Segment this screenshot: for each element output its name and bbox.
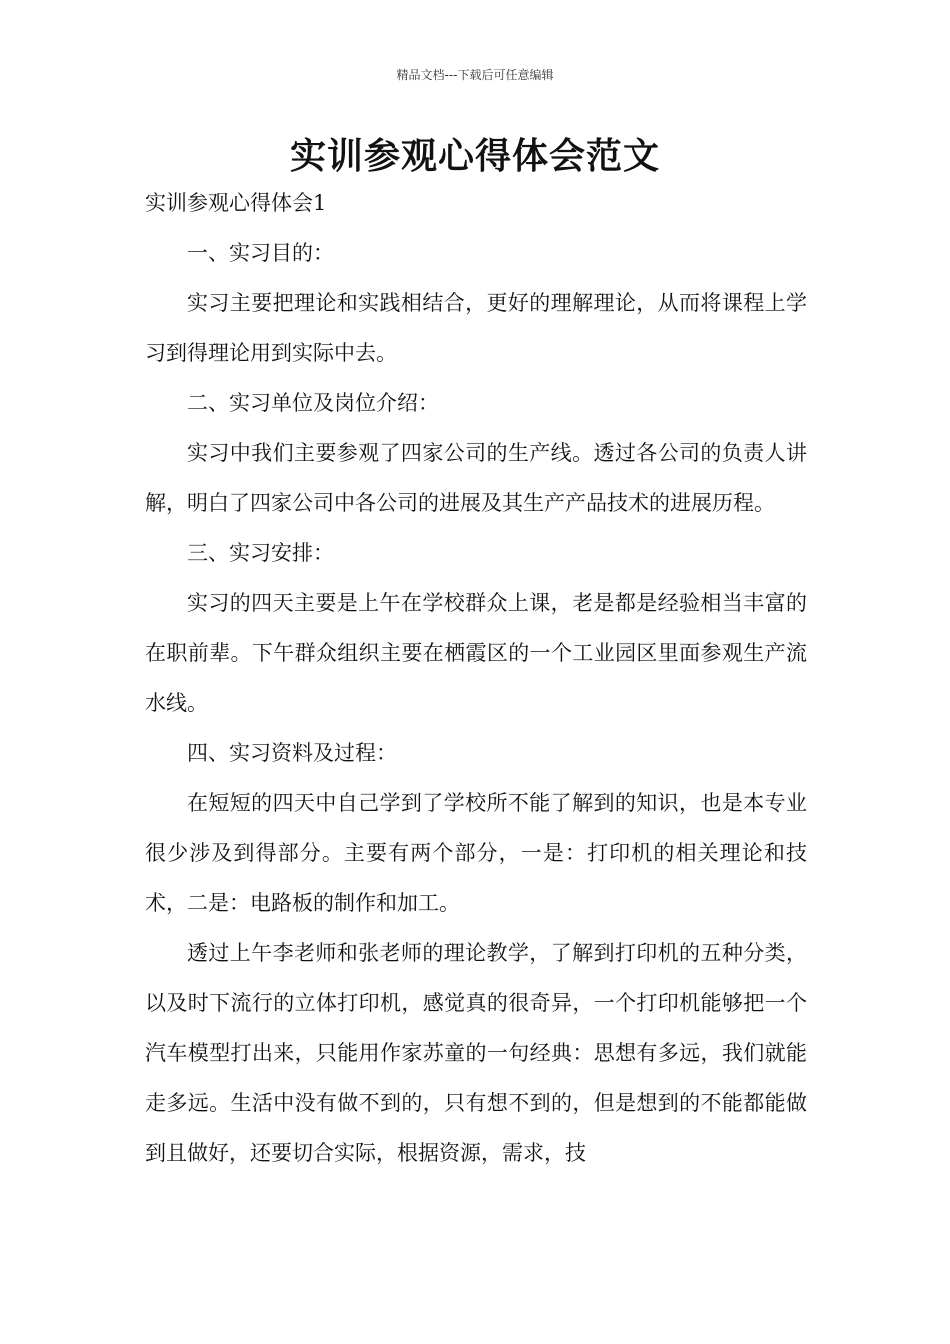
paragraph-process: 在短短的四天中自己学到了学校所不能了解到的知识，也是本专业很少涉及到得部分。主要有两个部分，一是：打印机的相关理论和技术，二是：电路板的制作和加工。: [145, 791, 807, 915]
header-note: 精品文档---下载后可任意编辑: [396, 68, 554, 82]
paragraph-objective: 实习主要把理论和实践相结合，更好的理解理论，从而将课程上学习到得理论用到实际中去。: [145, 291, 807, 365]
paragraph-arrangement: 实习的四天主要是上午在学校群众上课，老是都是经验相当丰富的在职前辈。下午群众组织主要在栖霞区的一个工业园区里面参观生产流水线。: [145, 591, 807, 715]
heading-objective: 一、实习目的：: [187, 241, 334, 265]
section-subtitle: 实训参观心得体会1: [145, 191, 327, 215]
heading-arrangement: 三、实习安排：: [187, 541, 334, 565]
document-body: [145, 178, 807, 1178]
paragraph-printer-theory: 透过上午李老师和张老师的理论教学，了解到打印机的五种分类，以及时下流行的立体打印机，感觉真的很奇异，一个打印机能够把一个汽车模型打出来，只能用作家苏童的一句经典：思想有多远，我们就能走多远。生活中没有做不到的，只有想不到的，但是想到的不能都能做到且做好，还要切合实际，根据资源，需求，技: [145, 941, 807, 1165]
document-title: 实训参观心得体会范文: [289, 136, 660, 177]
paragraph-unit-intro: 实习中我们主要参观了四家公司的生产线。透过各公司的负责人讲解，明白了四家公司中各公司的进展及其生产产品技术的进展历程。: [145, 441, 807, 515]
heading-process: 四、实习资料及过程：: [187, 741, 397, 765]
heading-unit-intro: 二、实习单位及岗位介绍：: [187, 391, 439, 415]
